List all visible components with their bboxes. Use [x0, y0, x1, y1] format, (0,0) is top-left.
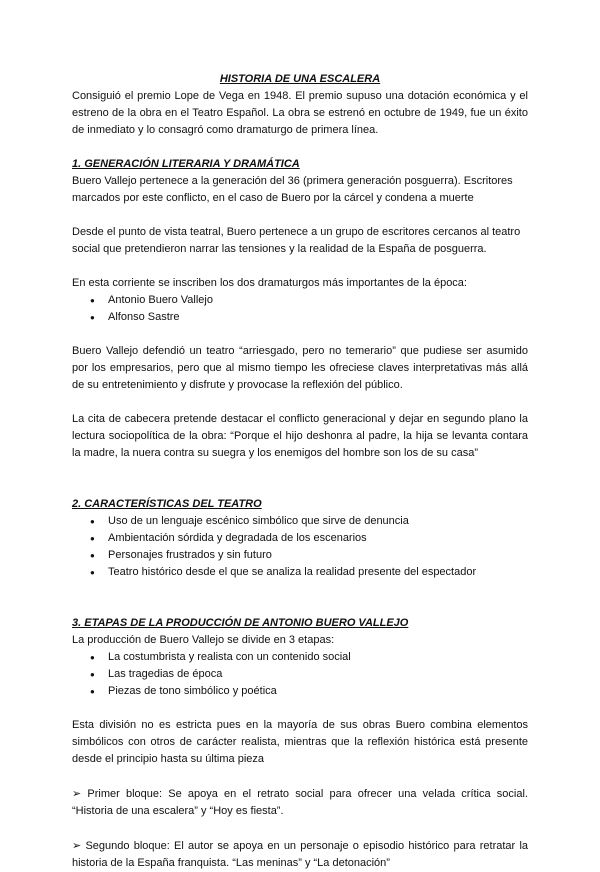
section-2-heading: 2. CARACTERÍSTICAS DEL TEATRO [72, 498, 262, 510]
intro-paragraph: Consiguió el premio Lope de Vega en 1948. El premio supuso una dotación económica y el estreno de la obra en el Teatro Español. La obra se estrenó en octubre de 1949, fue un éxito de inmediato y lo consagró como dramaturgo de primera línea. [72, 90, 528, 136]
dramatists-list [72, 292, 528, 326]
characteristics-list [72, 513, 528, 581]
list-item: ● Personajes frustrados y sin futuro [72, 547, 528, 564]
document-content [72, 71, 528, 872]
arrow-bullet-icon: ➢ [72, 787, 82, 800]
second-block-text: Segundo bloque: El autor se apoya en un personaje o episodio histórico para retratar la historia de la España franquista. “Las meninas” y “La detonación” [72, 840, 529, 869]
list-item: ● Ambientación sórdida y degradada de los escenarios [72, 530, 528, 547]
second-block-paragraph [72, 837, 528, 872]
arrow-bullet-icon: ➢ [72, 839, 82, 852]
document-title: HISTORIA DE UNA ESCALERA [219, 73, 381, 85]
section-3-paragraph-2: Esta división no es estricta pues en la mayoría de sus obras Buero combina elementos simbólicos con otros de carácter realista, mientras que la reflexión histórica está presente desde el principio hasta su última pieza [72, 719, 528, 765]
list-item: ● Uso de un lenguaje escénico simbólico que sirve de denuncia [72, 513, 528, 530]
first-block-text: Primer bloque: Se apoya en el retrato social para ofrecer una velada crítica social. “Historia de una escalera” y “Hoy es fiesta”. [72, 788, 528, 817]
first-block-paragraph [72, 785, 528, 820]
section-1-paragraph-2: Desde el punto de vista teatral, Buero pertenece a un grupo de escritores cercanos al teatro social que pretendieron narrar las tensiones y la realidad de la España de posguerra. [72, 226, 521, 255]
section-1-heading: 1. GENERACIÓN LITERARIA Y DRAMÁTICA [72, 158, 300, 170]
section-1-paragraph-5: La cita de cabecera pretende destacar el conflicto generacional y dejar en segundo plano la lectura sociopolítica de la obra: “Porque el hijo deshonra al padre, la hija se levanta contara la madre, la nuera contra su suegra y los enemigos del hombre son los de su casa” [72, 413, 528, 459]
section-3-paragraph-1: La producción de Buero Vallejo se divide en 3 etapas: [72, 634, 335, 646]
section-1-paragraph-3: En esta corriente se inscriben los dos dramaturgos más importantes de la época: [72, 277, 467, 289]
stages-list [72, 649, 528, 700]
list-item: ● Teatro histórico desde el que se analiza la realidad presente del espectador [72, 564, 528, 581]
section-1-paragraph-4: Buero Vallejo defendió un teatro “arriesgado, pero no temerario” que pudiese ser asumido por los empresarios, pero que al mismo tiempo les ofreciese claves interpretativas más allá de su entretenimiento y disfrute y provocase la reflexión del público. [72, 345, 528, 391]
list-item: ● Antonio Buero Vallejo [72, 292, 528, 309]
list-item: ● Las tragedias de época [72, 666, 528, 683]
section-3-heading: 3. ETAPAS DE LA PRODUCCIÓN DE ANTONIO BUERO VALLEJO [72, 617, 409, 629]
list-item: ● Piezas de tono simbólico y poética [72, 683, 528, 700]
list-item: ● Alfonso Sastre [72, 309, 528, 326]
list-item: ● La costumbrista y realista con un contenido social [72, 649, 528, 666]
section-1-paragraph-1: Buero Vallejo pertenece a la generación del 36 (primera generación posguerra). Escritores marcados por este conflicto, en el caso de Buero por la cárcel y condena a muerte [72, 175, 513, 204]
